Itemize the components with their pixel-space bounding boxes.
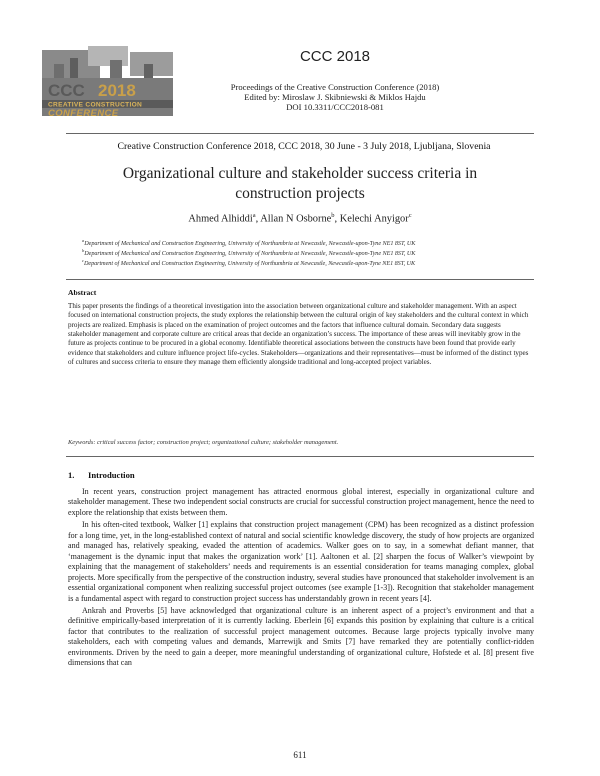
abstract-body: This paper presents the findings of a theoretical investigation into the association between organizational culture and stakeholder management. With an aspect focused on international construction projects, the study explores the relationship between the cultural origin of key stakeholders and the cultural context in which projects are realized. Emphasis is placed on the examination of project outcomes and the factors that influence cultural domain. Secondary data suggests stakeholder management and corporate culture are critical areas that decide an organization’s success. The importance of these areas will inevitably grow in the future as projects continue to be procured in a global economy. Identifiable theoretical associations between the constructs have been found that provide early evidence that stakeholders and culture influence project life-cycles. Stakeholders—organizations and their representatives—must be informed of the distinct types of cultures and success criteria to ensure they manage them efficiently alongside traditional and long-accepted project variables.	[68, 302, 529, 367]
header-rule	[66, 133, 534, 134]
abstract-heading: Abstract	[68, 288, 97, 297]
logo-line1-text: CREATIVE CONSTRUCTION	[48, 101, 143, 109]
affiliation	[82, 238, 562, 247]
section-title: Introduction	[88, 470, 135, 480]
author-name: Allan N Osborne	[260, 213, 332, 225]
section-number: 1.	[68, 470, 75, 480]
body-paragraph: Ankrah and Proverbs [5] have acknowledged that organizational culture is an inherent aspect of a project’s environment and that a definitive empirically-based interpretation of it is currently lacking. Eberlein [6] expands this position by explaining that culture is a critical factor that contributes to the realization of successful project management outcomes. Because large projects typically involve many stakeholders, each with competing values and demands, Marrewijk and Smits [7] have remarked they are potentially conflict-ridden environments. Driven by the need to gain a deeper, more meaningful understanding of organizational culture, Hofstede et al. [8] present five dimensions that can	[68, 605, 534, 668]
section-heading	[68, 470, 135, 480]
page-number: 611	[293, 750, 307, 760]
abstract-bottom-rule	[66, 456, 534, 457]
paper-title: Organizational culture and stakeholder success criteria in construction projects	[122, 165, 478, 202]
affiliation-sup: c	[82, 258, 84, 263]
author-sup: c	[408, 212, 412, 219]
affiliation-sup: a	[82, 238, 85, 243]
abstract-top-rule	[66, 279, 534, 280]
doi-line: DOI 10.3311/CCC2018-081	[286, 102, 384, 112]
affiliation	[82, 248, 562, 257]
affiliation-text: Department of Mechanical and Construction Engineering, University of Northumbria at Newcastle, Newcastle-upon-Tyne NE1 8ST, UK	[84, 240, 416, 248]
author-name: Ahmed Alhiddi	[188, 213, 253, 225]
keywords-line: Keywords: critical success factor; construction project; organizational culture; stakeholder management.	[68, 439, 339, 446]
author-list	[100, 212, 500, 224]
section-body	[68, 487, 534, 669]
body-paragraph: In his often-cited textbook, Walker [1] explains that construction project management (CPM) has been recognized as a distinct profession for a long time, yet, in the long-established context of natural and social scientific knowledge discovery, the study of how projects are organized and managed has, relatively speaking, evaded the attention of academics. Walker goes on to say, in a somewhat defiant manner, that ‘management is the dynamic input that makes the organization work’ [1]. Aaltonen et al. [2] sharpen the focus of Walker’s viewpoint by explaining that the management of stakeholders’ needs and requirements is an essential consideration for teams managing complex, global projects. More specifically from the perspective of the construction industry, several studies have pronounced that stakeholder involvement is an essential organizational component when realizing successful project outcomes (see example [1-3]). Recognition that stakeholder management is a fundamental aspect with regard to construction project success has understandably grown in recent years [4].	[68, 520, 534, 603]
author-separator: ,	[255, 213, 261, 225]
proceedings-line: Proceedings of the Creative Construction Conference (2018)	[230, 82, 440, 92]
affiliation-text: Department of Mechanical and Construction Engineering, University of Northumbria at Newcastle, Newcastle-upon-Tyne NE1 8ST, UK	[84, 250, 416, 258]
author-sup: b	[331, 212, 335, 219]
affiliation	[82, 258, 562, 267]
affiliation-text: Department of Mechanical and Construction Engineering, University of Northumbria at Newcastle, Newcastle-upon-Tyne NE1 8ST, UK	[83, 260, 416, 268]
logo-year-text: 2018	[98, 81, 136, 100]
author-sup: a	[252, 212, 256, 219]
ccc-2018-logo	[40, 44, 175, 118]
conference-line: Creative Construction Conference 2018, CCC 2018, 30 June - 3 July 2018, Ljubljana, Slovenia	[117, 141, 491, 152]
logo-line2-text: CONFERENCE	[48, 108, 119, 118]
body-paragraph: In recent years, construction project management has attracted enormous global interest, especially in organizational culture and stakeholder management. These two independent social constructs are crucial for successful construction project management, hence the need to explore the relationship that exists between them.	[68, 487, 534, 517]
editors-line: Edited by: Miroslaw J. Skibniewski & Miklos Hajdu	[244, 92, 426, 102]
conference-short-name: CCC 2018	[299, 48, 371, 65]
svg-text:CCC: CCC	[48, 81, 85, 100]
author-separator: ,	[334, 213, 340, 225]
author-name: Kelechi Anyigor	[339, 213, 409, 225]
affiliation-sup: b	[82, 248, 85, 253]
